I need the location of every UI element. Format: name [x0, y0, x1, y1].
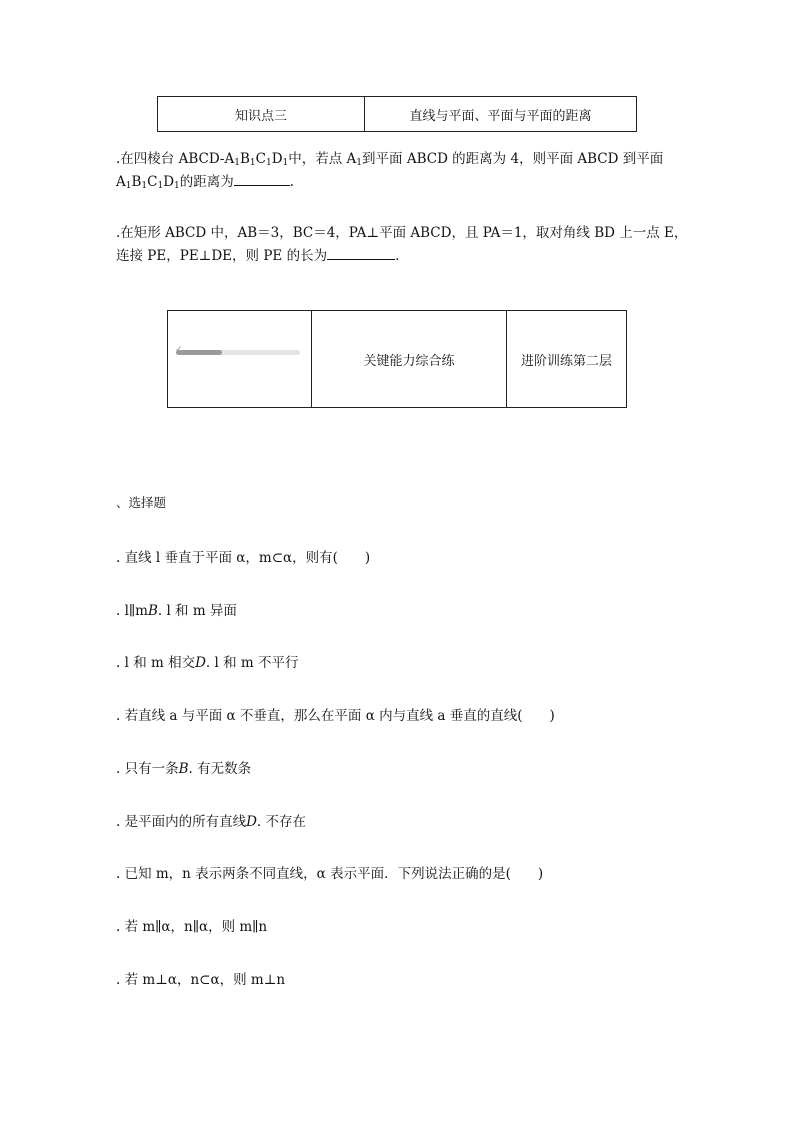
progress-bar [176, 350, 300, 355]
question-3-option-a: . 若 m∥α，n∥α，则 m∥n [116, 919, 268, 935]
answer-blank-1[interactable] [234, 172, 290, 186]
knowledge-point-title: 直线与平面、平面与平面的距离 [365, 97, 637, 132]
answer-blank-2[interactable] [327, 246, 395, 260]
question-3: . 已知 m，n 表示两条不同直线，α 表示平面．下列说法正确的是( ) [116, 866, 544, 882]
header-table [157, 96, 637, 132]
section-title: 关键能力综合练 [312, 311, 507, 408]
question-3-option-b: . 若 m⊥α，n⊂α，则 m⊥n [116, 972, 286, 988]
question-2-options-cd: . 是平面内的所有直线D. 不存在 [116, 814, 307, 830]
question-2: . 若直线 a 与平面 α 不垂直，那么在平面 α 内与直线 a 垂直的直线( ) [116, 708, 555, 724]
section-level: 进阶训练第二层 [507, 311, 627, 408]
section-heading: 、选择题 [116, 495, 167, 510]
question-1-options-cd: . l 和 m 相交D. l 和 m 不平行 [116, 655, 299, 671]
problem2-line1: .在矩形 ABCD 中，AB＝3，BC＝4，PA⊥平面 ABCD，且 PA＝1，取对角线 BD 上一点 E， [116, 225, 688, 241]
question-2-options-ab: . 只有一条B. 有无数条 [116, 761, 252, 777]
question-1: . 直线 l 垂直于平面 α，m⊂α，则有( ) [116, 550, 371, 566]
section-table [167, 310, 627, 408]
problem1-line1: .在四棱台 ABCD-$A_1B_1C_1D_1$中，若点 $A_1$到平面 ABCD 的距离为 4，则平面 ABCD 到平面 [116, 151, 664, 168]
progress-bar-fill [176, 350, 222, 355]
problem2-line2: 连接 PE，PE⊥DE，则 PE 的长为 . [116, 248, 400, 264]
question-1-options-ab: . l∥mB. l 和 m 异面 [116, 603, 237, 619]
knowledge-point-label: 知识点三 [158, 97, 365, 132]
progress-cell [168, 311, 312, 408]
problem1-line2: $A_1B_1C_1D_1$的距离为 . [116, 174, 295, 191]
